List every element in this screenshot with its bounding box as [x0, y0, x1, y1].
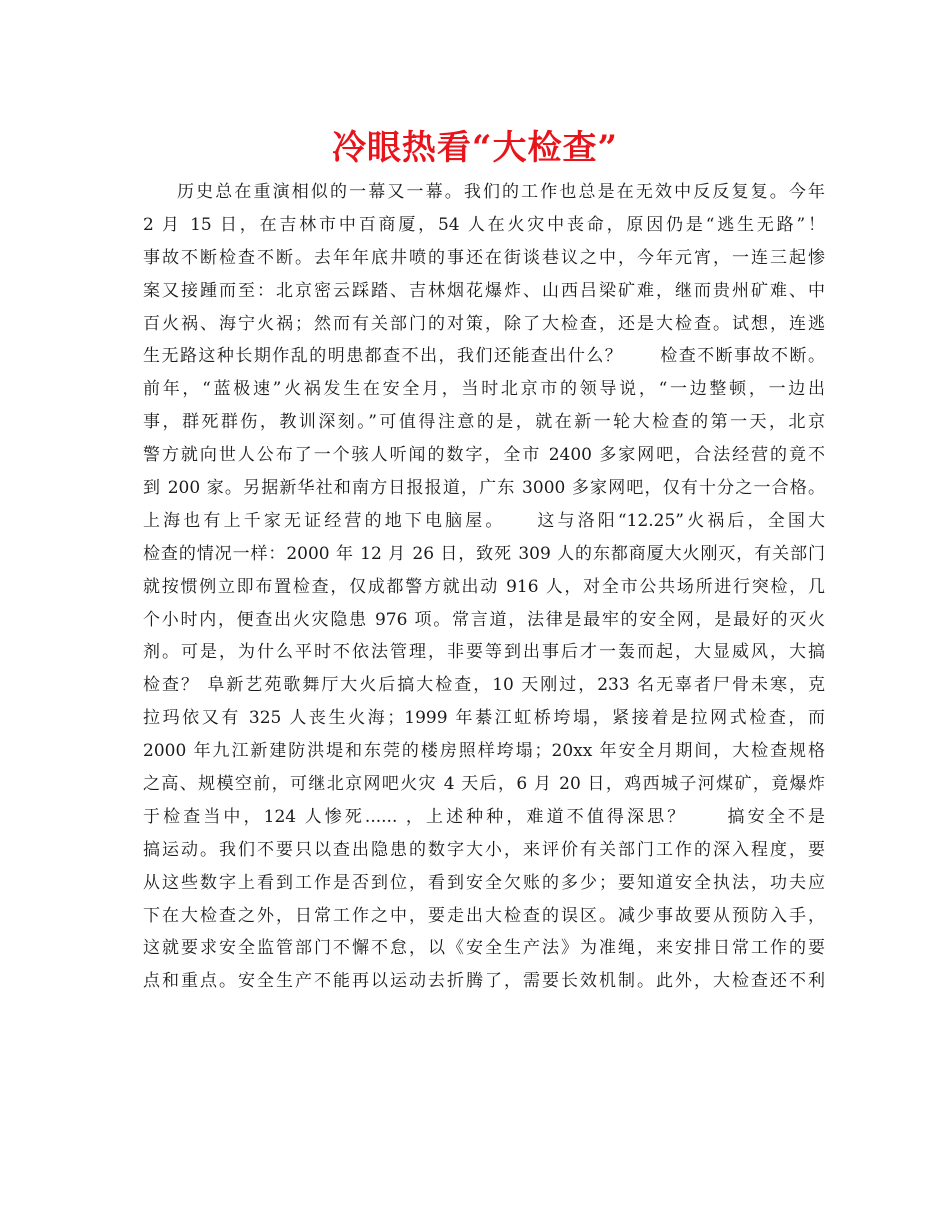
body-line: 事，群死群伤，教训深刻。”可值得注意的是，就在新一轮大检查的第一天，北京 — [143, 412, 825, 433]
document-body — [143, 176, 825, 998]
body-line: 于检查当中，124 人惨死...... ，上述种种，难道不值得深思？ 搞安全不是 — [143, 806, 825, 827]
body-line: 个小时内，便查出火灾隐患 976 项。常言道，法律是最牢的安全网，是最好的灭火 — [143, 609, 825, 630]
body-line: 下在大检查之外，日常工作之中，要走出大检查的误区。减少事故要从预防入手， — [143, 905, 825, 926]
body-line: 上海也有上千家无证经营的地下电脑屋。 这与洛阳“12.25”火祸后，全国大 — [143, 510, 825, 531]
body-line: 2000 年九江新建防洪堤和东莞的楼房照样垮塌；20xx 年安全月期间，大检查规格 — [143, 741, 825, 762]
body-line: 前年，“蓝极速”火祸发生在安全月，当时北京市的领导说，“一边整顿，一边出 — [143, 379, 825, 400]
body-line: 就按惯例立即布置检查，仅成都警方就出动 916 人，对全市公共场所进行突检，几 — [143, 576, 825, 597]
document-title: 冷眼热看“大检查” — [331, 128, 619, 168]
body-line: 2 月 15 日，在吉林市中百商厦，54 人在火灾中丧命，原因仍是“逃生无路”！ — [143, 214, 825, 235]
body-line: 到 200 家。另据新华社和南方日报报道，广东 3000 多家网吧，仅有十分之一合格。 — [143, 478, 825, 499]
body-line: 检查？ 阜新艺苑歌舞厅大火后搞大检查，10 天刚过，233 名无辜者尸骨未寒，克 — [143, 675, 825, 696]
body-line: 从这些数字上看到工作是否到位，看到安全欠账的多少；要知道安全执法，功夫应 — [143, 872, 825, 893]
body-line: 生无路这种长期作乱的明患都查不出，我们还能查出什么？ 检查不断事故不断。 — [143, 346, 825, 367]
body-line: 事故不断检查不断。去年年底井喷的事还在街谈巷议之中，今年元宵，一连三起惨 — [143, 247, 825, 268]
body-line: 检查的情况一样：2000 年 12 月 26 日，致死 309 人的东都商厦大火刚灭，有关部门 — [143, 543, 825, 564]
body-line: 历史总在重演相似的一幕又一幕。我们的工作也总是在无效中反反复复。今年 — [177, 182, 825, 202]
body-line: 之高、规模空前，可继北京网吧火灾 4 天后，6 月 20 日，鸡西城子河煤矿，竟爆炸 — [143, 774, 825, 795]
body-line: 拉玛依又有 325 人丧生火海；1999 年綦江虹桥垮塌，紧接着是拉网式检查，而 — [143, 708, 825, 729]
body-line: 搞运动。我们不要只以查出隐患的数字大小，来评价有关部门工作的深入程度，要 — [143, 839, 825, 860]
body-line: 点和重点。安全生产不能再以运动去折腾了，需要长效机制。此外，大检查还不利 — [143, 971, 825, 992]
body-line: 警方就向世人公布了一个骇人听闻的数字，全市 2400 多家网吧，合法经营的竟不 — [143, 445, 825, 466]
body-line: 百火祸、海宁火祸；然而有关部门的对策，除了大检查，还是大检查。试想，连逃 — [143, 313, 825, 334]
body-line: 案又接踵而至：北京密云踩踏、吉林烟花爆炸、山西吕梁矿难，继而贵州矿难、中 — [143, 280, 825, 301]
body-line: 这就要求安全监管部门不懈不怠，以《安全生产法》为准绳，来安排日常工作的要 — [143, 938, 825, 959]
body-line: 剂。可是，为什么平时不依法管理，非要等到出事后才一轰而起，大显威风，大搞 — [143, 642, 825, 663]
